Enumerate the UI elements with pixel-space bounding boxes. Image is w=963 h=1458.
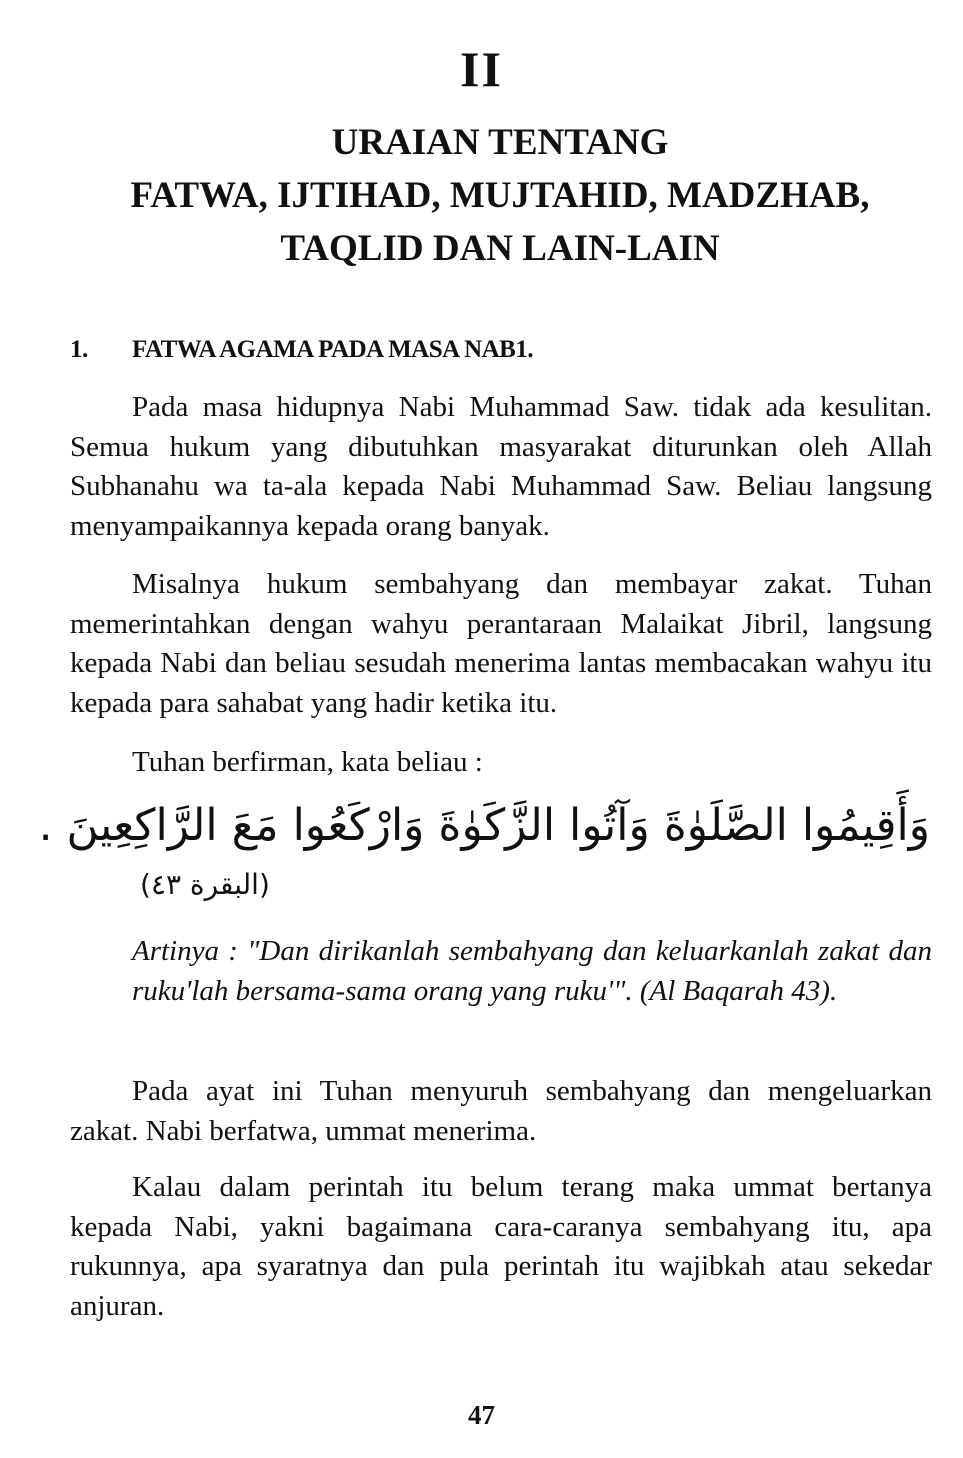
chapter-title-line: TAQLID DAN LAIN-LAIN (280, 228, 720, 269)
quran-verse-arabic: وَأَقِيمُوا الصَّلَوٰةَ وَآتُوا الزَّكَوٰةَ وَارْكَعُوا مَعَ الرَّاكِعِينَ . (38, 800, 930, 851)
chapter-title-line: URAIAN TENTANG (331, 122, 669, 163)
quran-verse-block (38, 800, 930, 915)
chapter-title (100, 116, 900, 275)
paragraph (70, 1168, 932, 1342)
section-title: FATWA AGAMA PADA MASA NAB1. (132, 336, 534, 363)
paragraph-text: Pada ayat ini Tuhan menyuruh sembahyang dan mengeluarkan zakat. Nabi berfatwa, ummat menerima. (70, 1075, 932, 1147)
section-heading (70, 336, 870, 364)
quran-verse-reference: (البقرة ٤٣) (140, 868, 270, 901)
paragraph-text: Pada masa hidupnya Nabi Muhammad Saw. tidak ada kesulitan. Semua hukum yang dibutuhkan masyarakat diturunkan oleh Allah Subhanahu wa ta-ala kepada Nabi Muhammad Saw. Beliau langsung menyampaikannya kepada orang banyak. (70, 391, 932, 542)
paragraph-text: Misalnya hukum sembahyang dan membayar zakat. Tuhan memerintahkan dengan wahyu perantaraan Malaikat Jibril, langsung kepada Nabi dan beliau sesudah menerima lantas membacakan wahyu itu kepada para sahabat yang hadir ketika itu. (70, 568, 932, 719)
paragraph (70, 743, 932, 799)
chapter-number: II (460, 41, 503, 97)
paragraph (70, 388, 932, 562)
chapter-title-line: FATWA, IJTIHAD, MUJTAHID, MADZHAB, (130, 175, 870, 216)
paragraph (70, 1072, 932, 1167)
section-number: 1. (70, 336, 88, 363)
paragraph (70, 565, 932, 739)
paragraph-text: Tuhan berfirman, kata beliau : (132, 746, 483, 778)
verse-translation: Artinya : "Dan dirikanlah sembahyang dan keluarkanlah zakat dan ruku'lah bersama-sama orang yang ruku'". (Al Baqarah 43). (132, 935, 932, 1007)
paragraph-text: Kalau dalam perintah itu belum terang maka ummat bertanya kepada Nabi, yakni bagaimana cara-caranya sembahyang itu, apa rukunnya, apa syaratnya dan pula perintah itu wajibkah atau sekedar anjuran. (70, 1171, 932, 1322)
page-number: 47 (468, 1400, 495, 1430)
